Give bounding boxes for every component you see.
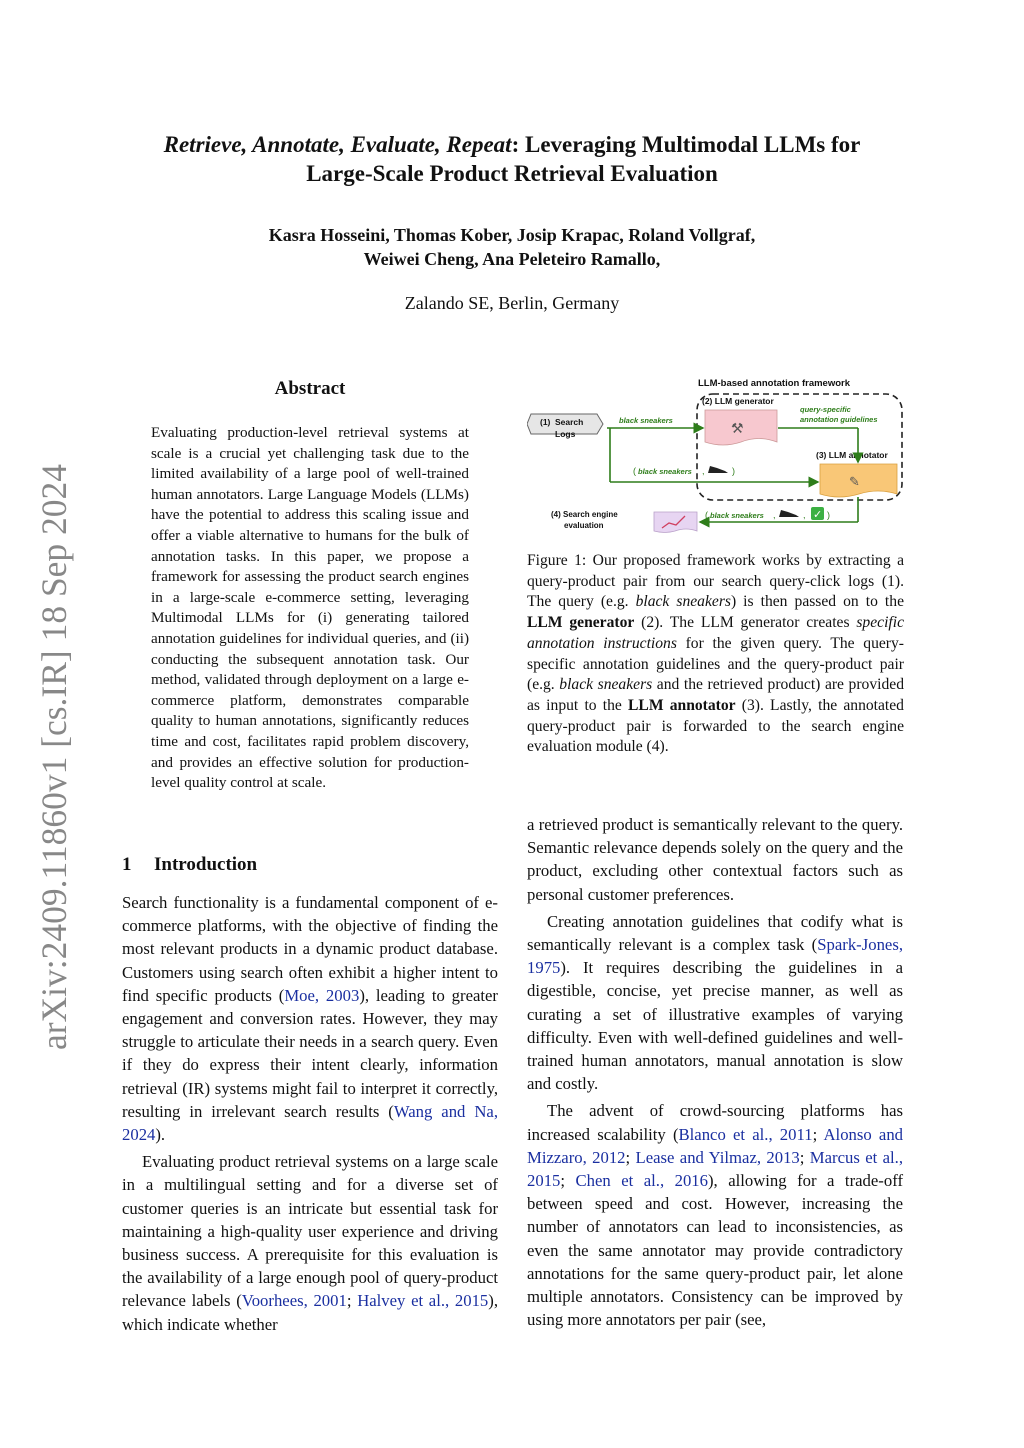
- note-icon: ✎: [849, 474, 860, 489]
- pair-close-paren: ): [732, 466, 735, 476]
- result-query-text: black sneakers: [710, 511, 764, 520]
- intro-paragraph-4: Creating annotation guidelines that codify what is semantically relevant is a complex task (Spark-Jones, 1975). It requires describing the guidelines in a digestible, concise, yet precise manner, as well as curating a set of illustrative examples of varying difficulty. Even with well-defined guidelines and well-trained human annotators, manual annotation is slow and costly.: [527, 911, 903, 1094]
- title-italic: Retrieve, Annotate, Evaluate, Repeat: [163, 132, 512, 157]
- eval-label-1: (4) Search engine: [551, 510, 618, 519]
- search-logs-label-2: Logs: [555, 429, 576, 439]
- pair-separator: ,: [702, 466, 705, 476]
- citation-link[interactable]: Blanco et al., 2011: [678, 1124, 813, 1144]
- intro-paragraph-3: a retrieved product is semantically relevant to the query. Semantic relevance depends solely on the query and the product, excluding other contextual factors such as personal customer preferences.: [527, 815, 903, 904]
- paper-title: [100, 130, 924, 188]
- result-close-paren: ): [827, 510, 830, 520]
- guidelines-label-2: annotation guidelines: [800, 415, 878, 424]
- abstract-body: Evaluating production-level retrieval systems at scale is a crucial yet challenging task due to the limited availability of a large pool of well-trained human annotators. Large Language Models (LLMs) have the potential to address this scaling issue and offer a viable alternative to humans for the bulk of annotation tasks. In this paper, we propose a framework for assessing the product search engines in a large-scale e-commerce setting, leveraging Multimodal LLMs for (i) generating tailored annotation guidelines for individual queries, and (ii) conducting the subsequent annotation task. Our method, validated through deployment on a large e-commerce platform, demonstrates comparable quality to human annotations, significantly reduces time and cost, facilitates rapid problem discovery, and provides an effective solution for production-level quality control at scale.: [151, 424, 469, 792]
- authors-line2: Weiwei Cheng, Ana Peleteiro Ramallo,: [363, 249, 661, 269]
- eval-label-2: evaluation: [564, 521, 604, 530]
- citation-link[interactable]: Halvey et al., 2015: [357, 1291, 489, 1311]
- generator-label: (2) LLM generator: [702, 396, 774, 406]
- citation-link[interactable]: Voorhees, 2001: [241, 1291, 347, 1311]
- section-heading-introduction: [122, 854, 257, 876]
- citation-link[interactable]: Lease and Yilmaz, 2013: [635, 1147, 800, 1167]
- section-title: Introduction: [154, 854, 258, 875]
- check-mark-icon: ✓: [813, 509, 823, 521]
- affiliation: Zalando SE, Berlin, Germany: [404, 293, 620, 313]
- intro-paragraph-1: Search functionality is a fundamental component of e-commerce platforms, with the objective of finding the most relevant products in a dynamic product database. Customers using search often exhibit a higher intent to find specific products (Moe, 2003), leading to greater engagement and conversion rates. However, they may struggle to articulate their needs in a search query. Even if they do express their intent clearly, information retrieval (IR) systems might fail to interpret it correctly, resulting in irrelevant search results (Wang and Na, 2024).: [122, 893, 498, 1145]
- intro-paragraph-5: The advent of crowd-sourcing platforms has increased scalability (Blanco et al., 2011; Alonso and Mizzaro, 2012; Lease and Yilmaz, 2013; Marcus et al., 2015; Chen et al., 2016), allowing for a trade-off between speed and cost. However, increasing the number of annotators can lead to inconsistencies, as even the same annotator may provide contradictory annotations for the same query-product pair, let alone multiple annotators. Consistency can be improved by using more annotators per pair (see,: [527, 1101, 904, 1330]
- authors-line1: Kasra Hosseini, Thomas Kober, Josip Krapac, Roland Vollgraf,: [268, 225, 756, 245]
- intro-paragraph-2: Evaluating product retrieval systems on a large scale in a multilingual setting and for a diverse set of customer queries is an intricate but essential task for maintaining a high-quality user experience and driving business success. A prerequisite for this evaluation is the availability of a large enough pool of query-product relevance labels (Voorhees, 2001; Halvey et al., 2015), which indicate whether: [122, 1152, 499, 1334]
- author-list: [100, 223, 924, 271]
- figure-1-framework-diagram: [527, 376, 905, 536]
- citation-link[interactable]: Chen et al., 2016: [575, 1171, 708, 1191]
- citation-link[interactable]: Spark-Jones, 1975: [527, 935, 903, 978]
- right-column-body: [527, 813, 903, 1335]
- figure-1-caption: Figure 1: Our proposed framework works by extracting a query-product pair from our search query-click logs (1). The query (e.g. black sneakers) is then passed on to the LLM generator (2). The LLM generator creates specific annotation instructions for the given query. The query-specific annotation guidelines and the query-product pair (e.g. black sneakers and the retrieved product) are provided as input to the LLM annotator (3). Lastly, the annotated query-product pair is forwarded to the search engine evaluation module (4).: [527, 552, 904, 756]
- arxiv-identifier-stamp: [18, 462, 78, 1052]
- abstract-heading: Abstract: [274, 378, 346, 399]
- framework-label: LLM-based annotation framework: [698, 378, 851, 389]
- citation-link[interactable]: Wang and Na, 2024: [122, 1101, 498, 1145]
- result-sneaker-icon: [779, 510, 799, 517]
- citation-link[interactable]: Marcus et al., 2015: [527, 1147, 903, 1191]
- left-column-body: [122, 891, 498, 1340]
- citation-link[interactable]: Moe, 2003: [284, 985, 360, 1005]
- eval-module-box: [654, 512, 697, 533]
- section-number: 1: [122, 854, 132, 875]
- title-line1-rest: : Leveraging Multimodal LLMs for: [511, 132, 861, 157]
- pair-query-text: black sneakers: [638, 467, 692, 476]
- result-separator-2: ,: [803, 510, 806, 520]
- result-open-paren: (: [705, 510, 708, 520]
- search-logs-label-1: Search: [555, 417, 584, 427]
- guidelines-label-1: query-specific: [800, 405, 851, 414]
- annotator-label: (3) LLM annotator: [816, 450, 888, 460]
- arxiv-stamp-text: arXiv:2409.11860v1 [cs.IR] 18 Sep 2024: [34, 462, 74, 1050]
- title-line2: Large-Scale Product Retrieval Evaluation: [306, 161, 718, 186]
- citation-link[interactable]: Alonso and Mizzaro, 2012: [527, 1124, 904, 1167]
- search-logs-num: (1): [540, 417, 551, 427]
- query-label: black sneakers: [619, 416, 673, 425]
- result-separator: ,: [773, 510, 776, 520]
- pair-open-paren: (: [633, 466, 636, 476]
- sneaker-icon: [708, 466, 728, 473]
- tools-icon: ⚒: [731, 420, 744, 436]
